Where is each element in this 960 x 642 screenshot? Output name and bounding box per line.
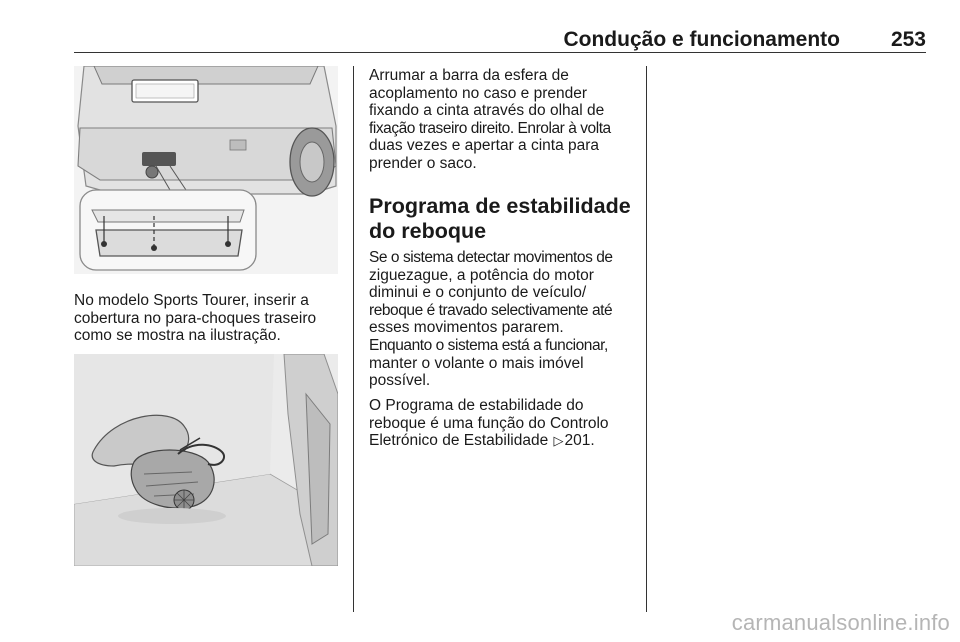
paragraph-line: possível. bbox=[369, 372, 431, 390]
heading-line: do reboque bbox=[369, 219, 487, 243]
paragraph-line: ziguezague, a potência do motor bbox=[369, 266, 594, 284]
paragraph-line: fixação traseiro direito. Enrolar à volta bbox=[369, 119, 611, 137]
caption-line: cobertura no para-choques traseiro bbox=[74, 309, 317, 327]
paragraph-line: acoplamento no caso e prender bbox=[369, 84, 588, 102]
heading-line: Programa de estabilidade bbox=[369, 194, 631, 218]
section-heading bbox=[369, 194, 639, 244]
paragraph-line-with-reference bbox=[369, 432, 639, 450]
reference-page[interactable]: 201. bbox=[564, 432, 595, 450]
paragraph-line: diminui e o conjunto de veículo/ bbox=[369, 284, 587, 302]
reference-text: Eletrónico de Estabilidade bbox=[369, 432, 549, 450]
paragraph-line: esses movimentos pararem. bbox=[369, 319, 564, 337]
intro-paragraph bbox=[369, 67, 639, 173]
page-header bbox=[74, 26, 926, 53]
column-divider-left bbox=[353, 66, 354, 612]
paragraph-line: Arrumar a barra da esfera de bbox=[369, 67, 569, 84]
page-number: 253 bbox=[890, 28, 926, 51]
paragraph-line: Enquanto o sistema está a funcionar, bbox=[369, 336, 608, 354]
paragraph-line: prender o saco. bbox=[369, 154, 477, 172]
caption-line: como se mostra na ilustração. bbox=[74, 327, 281, 345]
paragraph-line: O Programa de estabilidade do bbox=[369, 397, 584, 414]
chapter-title: Condução e funcionamento bbox=[563, 28, 840, 51]
stability-paragraph bbox=[369, 249, 641, 390]
paragraph-line: fixando a cinta através do olhal de bbox=[369, 102, 605, 120]
paragraph-line: manter o volante o mais imóvel bbox=[369, 354, 584, 372]
rear-bumper-illustration bbox=[74, 66, 338, 274]
watermark: carmanualsonline.info bbox=[731, 610, 950, 635]
esc-paragraph bbox=[369, 397, 639, 450]
sports-tourer-caption bbox=[74, 292, 342, 345]
paragraph-line: reboque é uma função do Controlo bbox=[369, 414, 609, 432]
column-divider-right bbox=[646, 66, 647, 612]
arrow-reference-icon[interactable]: ▷ bbox=[553, 433, 564, 449]
caption-line: No modelo Sports Tourer, inserir a bbox=[74, 292, 309, 309]
paragraph-line: reboque é travado selectivamente até bbox=[369, 301, 613, 319]
paragraph-line: Se o sistema detectar movimentos de bbox=[369, 249, 613, 266]
towbar-bag-illustration bbox=[74, 354, 338, 566]
paragraph-line: duas vezes e apertar a cinta para bbox=[369, 137, 600, 155]
